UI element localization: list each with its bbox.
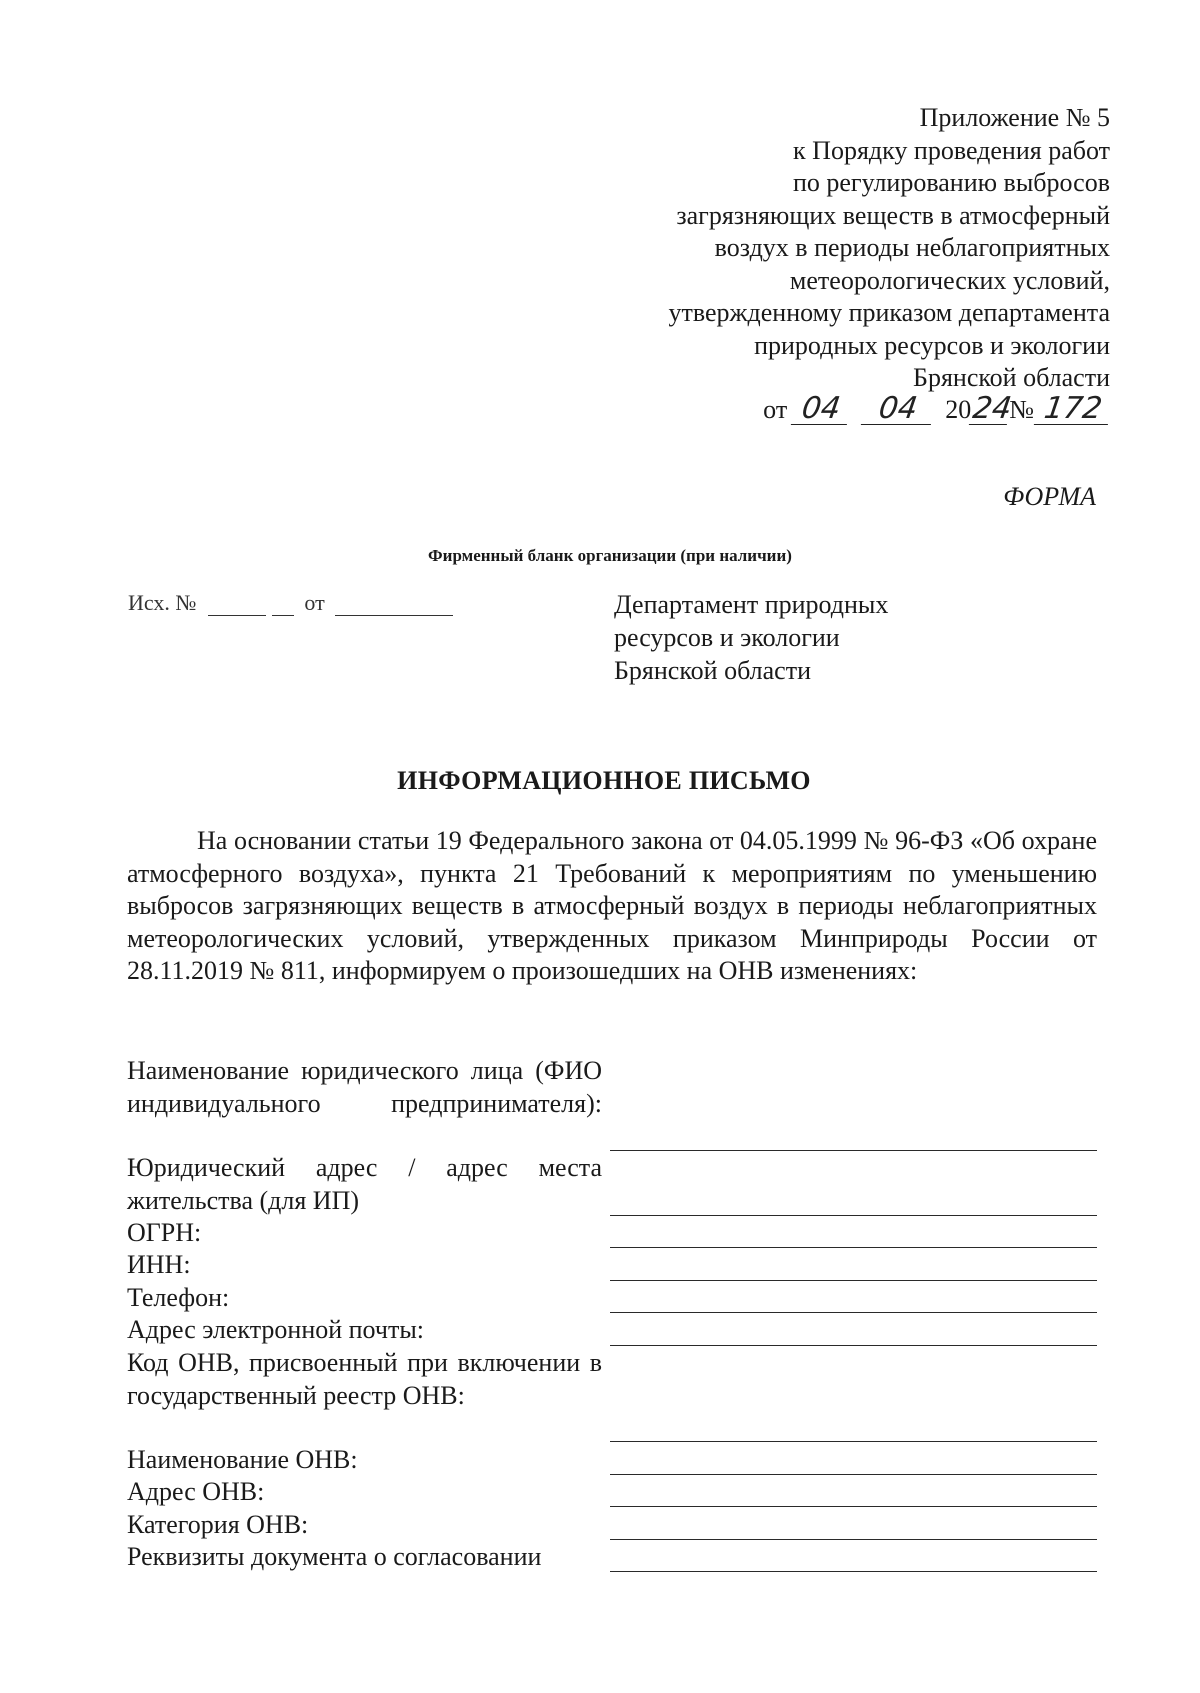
field-legal-address-line[interactable] bbox=[610, 1215, 1097, 1216]
field-label: Наименование ОНВ: bbox=[127, 1445, 358, 1474]
appendix-header-line: природных ресурсов и экологии bbox=[754, 330, 1110, 360]
field-onv-name-line[interactable] bbox=[610, 1474, 1097, 1475]
field-onv-code bbox=[127, 1347, 602, 1412]
addressee-line: ресурсов и экологии bbox=[614, 623, 840, 652]
appendix-header-line: Брянской области bbox=[913, 363, 1110, 392]
appendix-header-line: воздух в периоды неблагоприятных bbox=[714, 233, 1110, 262]
field-approval-document-line[interactable] bbox=[610, 1571, 1097, 1572]
field-label: ИНН: bbox=[127, 1250, 191, 1279]
field-onv-address-line[interactable] bbox=[610, 1506, 1097, 1507]
addressee-line: Департамент природных bbox=[614, 590, 889, 619]
field-label: Адрес электронной почты: bbox=[127, 1315, 425, 1344]
appendix-header bbox=[590, 102, 1110, 395]
appendix-header-line: по регулированию выбросов bbox=[792, 168, 1110, 197]
field-label: Наименование юридического лица (ФИО индивидуального предпринимателя): bbox=[127, 1056, 602, 1118]
outgoing-from-label: от bbox=[304, 590, 325, 615]
field-legal-entity-name-line[interactable] bbox=[610, 1150, 1097, 1151]
field-label: ОГРН: bbox=[127, 1218, 202, 1247]
letter-title: ИНФОРМАЦИОННОЕ ПИСЬМО bbox=[397, 766, 811, 795]
outgoing-date-blank[interactable] bbox=[335, 595, 453, 616]
field-phone-line[interactable] bbox=[610, 1312, 1097, 1313]
order-day-handwritten: 04 bbox=[791, 394, 851, 425]
appendix-header-line: к Порядку проведения работ bbox=[793, 135, 1110, 165]
field-ogrn bbox=[127, 1217, 602, 1250]
field-label: Адрес ОНВ: bbox=[127, 1477, 265, 1506]
field-onv-name bbox=[127, 1444, 602, 1477]
order-number-label: № bbox=[1009, 395, 1034, 424]
order-number-handwritten: 172 bbox=[1034, 394, 1112, 425]
appendix-header-line: метеорологических условий, bbox=[789, 265, 1110, 295]
field-email bbox=[127, 1314, 602, 1347]
field-legal-address bbox=[127, 1152, 602, 1217]
field-approval-document bbox=[127, 1541, 602, 1574]
field-label: Категория ОНВ: bbox=[127, 1510, 309, 1539]
form-label: ФОРМА bbox=[1003, 482, 1096, 511]
field-inn bbox=[127, 1249, 602, 1282]
addressee-block bbox=[614, 588, 888, 687]
outgoing-number-line bbox=[128, 590, 453, 616]
order-month-handwritten: 04 bbox=[861, 394, 935, 425]
field-onv-category bbox=[127, 1509, 602, 1542]
field-email-line[interactable] bbox=[610, 1345, 1097, 1346]
field-legal-entity-name bbox=[127, 1055, 602, 1120]
order-date-prefix: от bbox=[763, 395, 788, 424]
letterhead-caption: Фирменный бланк организации (при наличии) bbox=[428, 546, 792, 565]
outgoing-number-blank[interactable] bbox=[208, 595, 266, 616]
field-onv-category-line[interactable] bbox=[610, 1539, 1097, 1540]
field-label: Код ОНВ, присвоенный при включении в государственный реестр ОНВ: bbox=[127, 1348, 602, 1410]
order-year-handwritten: 24 bbox=[970, 391, 1014, 426]
appendix-header-line: утвержденному приказом департамента bbox=[668, 298, 1110, 327]
field-label: Реквизиты документа о согласовании bbox=[127, 1542, 542, 1571]
order-date-number bbox=[763, 391, 1110, 426]
letter-body-paragraph: На основании статьи 19 Федерального закона от 04.05.1999 № 96-ФЗ «Об охране атмосферного воздуха», пункта 21 Требований к мероприятиям по уменьшению выбросов загрязняющих веществ в атмосферный воздух в периоды неблагоприятных метеорологических условий, утвержденных приказом Минприроды России от 28.11.2019 № 811, информируем о произошедших на ОНВ изменениях: bbox=[127, 826, 1097, 986]
order-year-prefix: 20 bbox=[945, 395, 972, 424]
field-onv-code-line[interactable] bbox=[610, 1441, 1097, 1442]
field-onv-address bbox=[127, 1476, 602, 1509]
addressee-line: Брянской области bbox=[614, 656, 811, 685]
field-label: Телефон: bbox=[127, 1283, 230, 1312]
appendix-header-line: Приложение № 5 bbox=[919, 103, 1110, 132]
field-phone bbox=[127, 1282, 602, 1315]
field-ogrn-line[interactable] bbox=[610, 1247, 1097, 1248]
appendix-header-line: загрязняющих веществ в атмосферный bbox=[676, 200, 1110, 230]
outgoing-number-blank-2[interactable] bbox=[272, 595, 294, 616]
field-label: Юридический адрес / адрес места жительства (для ИП) bbox=[127, 1153, 602, 1215]
outgoing-number-label: Исх. № bbox=[128, 590, 197, 615]
field-inn-line[interactable] bbox=[610, 1280, 1097, 1281]
